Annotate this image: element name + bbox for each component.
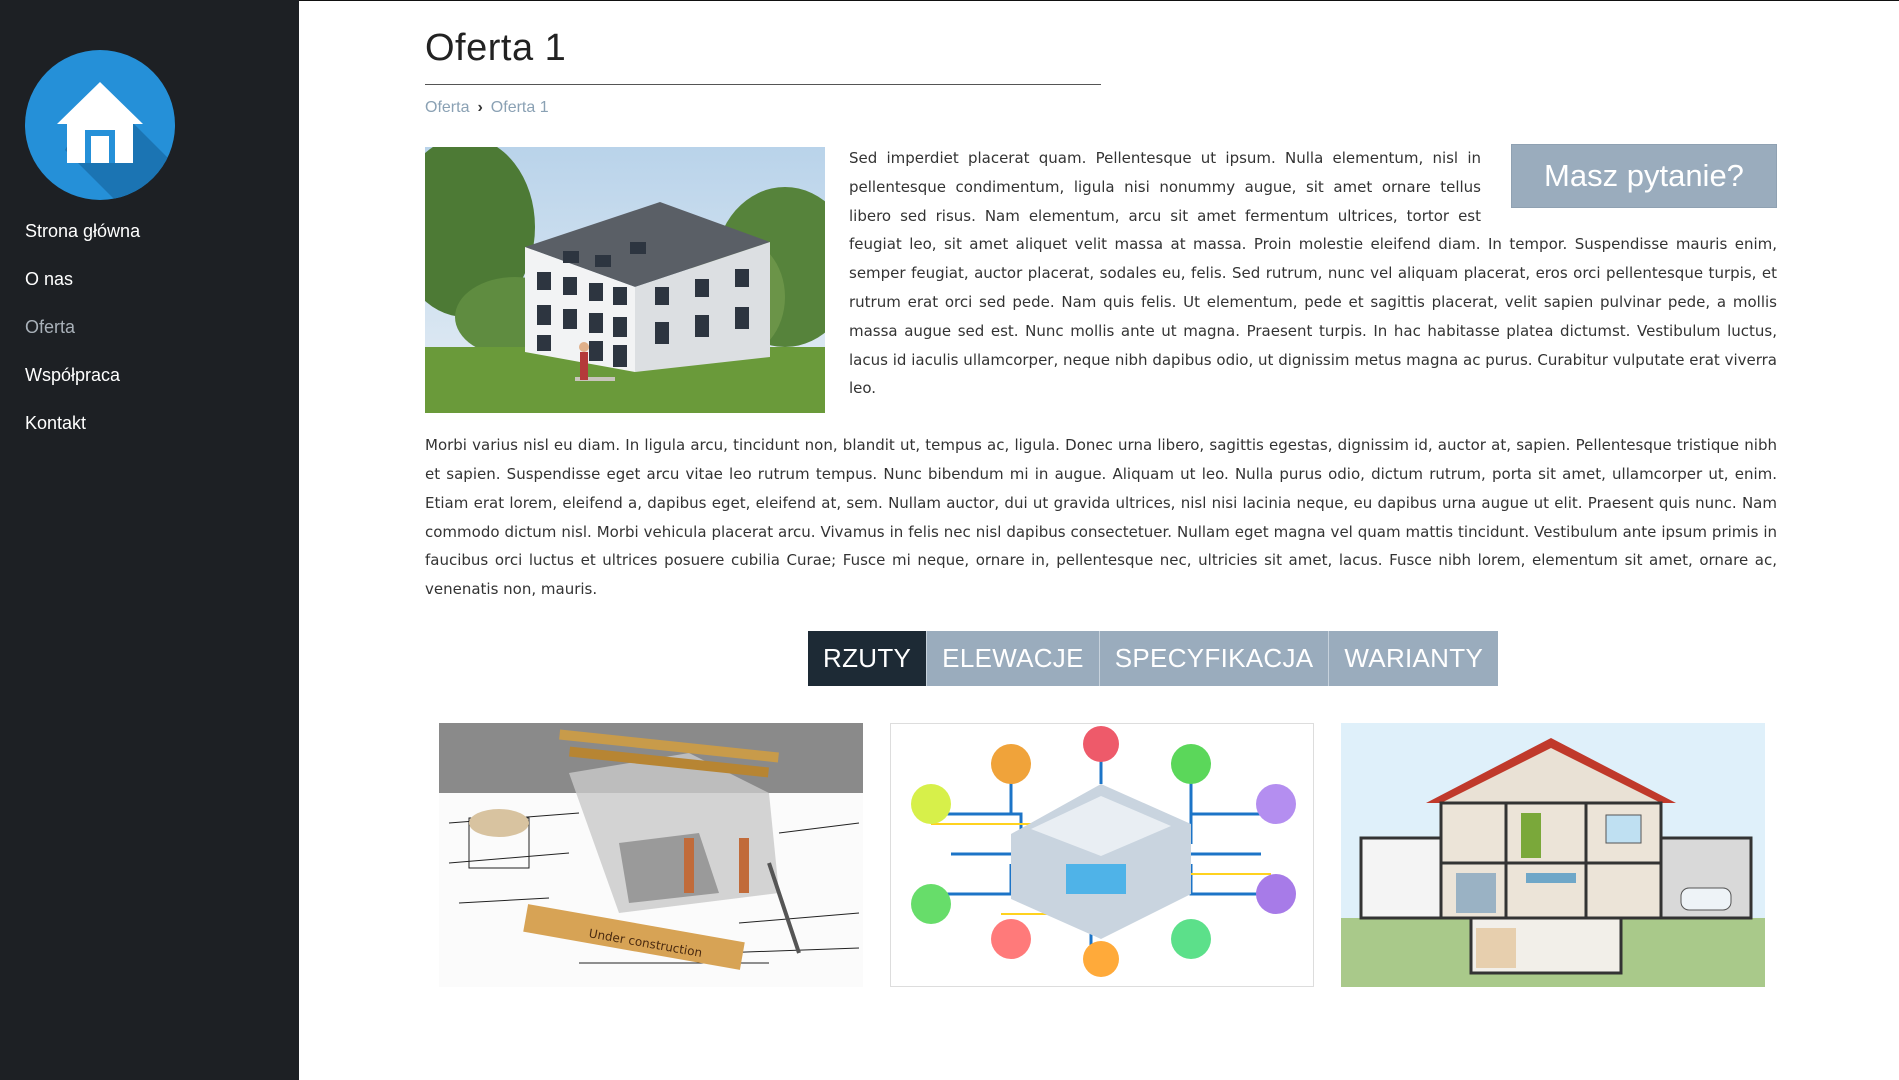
nav-item-kontakt[interactable]: Kontakt bbox=[25, 413, 87, 433]
breadcrumb bbox=[425, 99, 549, 117]
offer-paragraph-1: Sed imperdiet placerat quam. Pellentesque ut ipsum. Nulla elementum, nisl in pellentesque condimentum, ligula nisi nonummy augue, sit amet ornare tellus libero sed risus. Nam elementum, arcu sit amet fermentum ultrices, tortor est feugiat leo, sit amet aliquet velit massa at massa. Proin molestie eleifend diam. In tempor. Suspendisse mauris enim, semper feugiat, auctor placerat, sodales eu, felis. Sed rutrum, nunc vel aliquam placerat, eros orci pellentesque turpis, et rutrum erat orci sed pede. Nam quis felis. Ut elementum, pede et sagittis placerat, velit sapien pulvinar pede, a mollis massa augue sed est. Nunc mollis ante ut magna. Praesent turpis. In hac habitasse platea dictumst. Vestibulum luctus, lacus id iaculis ullamcorper, neque nibh dapibus odio, ut dignissim metus magna ac purus. Curabitur vulputate erat viverra leo. bbox=[849, 149, 1777, 398]
blueprint-construction-image[interactable] bbox=[439, 723, 863, 987]
home-icon bbox=[25, 50, 175, 200]
svg-text:Under construction: Under construction bbox=[587, 926, 704, 960]
nav-item-strona-glowna[interactable]: Strona główna bbox=[25, 221, 141, 241]
home-logo[interactable] bbox=[25, 50, 175, 200]
offer-tabs bbox=[808, 631, 1498, 686]
nav-item-wspolpraca[interactable]: Współpraca bbox=[25, 365, 121, 385]
ask-question-button[interactable]: Masz pytanie? bbox=[1511, 144, 1777, 208]
tab-warianty[interactable]: WARIANTY bbox=[1329, 631, 1498, 686]
breadcrumb-link-oferta[interactable]: Oferta bbox=[425, 99, 470, 116]
offer-description bbox=[425, 144, 1777, 632]
main-nav bbox=[25, 215, 140, 455]
title-divider bbox=[425, 84, 1101, 85]
offer-paragraph-2: Morbi varius nisl eu diam. In ligula arcu, tincidunt non, blandit ut, tempus ac, ligula. Donec urna libero, sagittis egestas, dignissim id, auctor at, sapien. Pellentesque tristique nibh et sapien. Suspendisse eget arcu vitae leo rutrum tempus. Nunc bibendum mi in augue. Aliquam ut leo. Nulla purus odio, dictum rutrum, porta sit amet, ullamcorper ut, enim. Etiam erat lorem, eleifend a, dapibus eget, eleifend at, sem. Nullam auctor, dui ut gravida ultrices, nisl nisi lacinia neque, eu dapibus urna augue ut elit. Praesent quis nunc. Nam commodo dictum nisl. Morbi vehicula placerat arcu. Vivamus in felis nec nisl dapibus consectetuer. Nullam eget magna vel quam mattis tincidunt. Vestibulum ante ipsum primis in faucibus orci luctus et ultrices posuere cubilia Curae; Fusce mi neque, ornare in, pellentesque nec, ultricies sit amet, lacus. Fusce nibh lorem, elementum sit amet, ornare ac, venenatis non, mauris. bbox=[425, 436, 1777, 599]
tab-rzuty[interactable]: RZUTY bbox=[808, 631, 927, 686]
house-photo bbox=[425, 147, 825, 413]
breadcrumb-current: Oferta 1 bbox=[490, 99, 549, 116]
tab-specyfikacja[interactable]: SPECYFIKACJA bbox=[1100, 631, 1330, 686]
smart-home-diagram-image[interactable] bbox=[890, 723, 1314, 987]
breadcrumb-separator: › bbox=[477, 99, 483, 116]
nav-item-oferta[interactable]: Oferta bbox=[25, 317, 76, 337]
main-content bbox=[299, 0, 1899, 1080]
page-title: Oferta 1 bbox=[425, 27, 567, 69]
tab-elewacje[interactable]: ELEWACJE bbox=[927, 631, 1100, 686]
house-cross-section-image[interactable] bbox=[1341, 723, 1765, 987]
sidebar bbox=[0, 0, 299, 1080]
nav-item-o-nas[interactable]: O nas bbox=[25, 269, 74, 289]
